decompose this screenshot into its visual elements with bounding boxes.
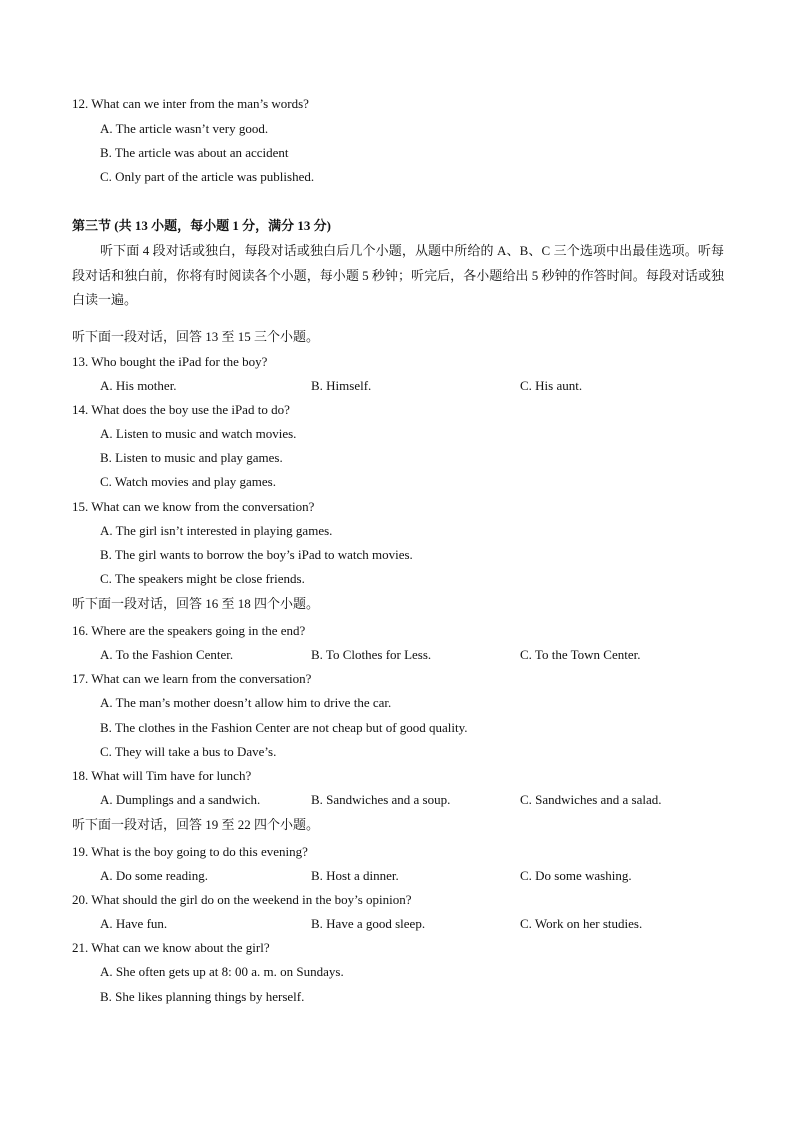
question-18-stem: 18. What will Tim have for lunch? <box>72 768 252 783</box>
question-17-stem: 17. What can we learn from the conversation? <box>72 671 312 686</box>
question-13-option-b: B. Himself. <box>311 378 372 393</box>
section-3-heading: 第三节 (共 13 小题，每小题 1 分，满分 13 分) <box>72 218 331 233</box>
question-14-option-b: B. Listen to music and play games. <box>100 450 283 465</box>
question-18-option-a: A. Dumplings and a sandwich. <box>100 792 261 807</box>
question-18-option-c: C. Sandwiches and a salad. <box>520 792 662 807</box>
question-19-option-c: C. Do some washing. <box>520 868 632 883</box>
section-3-instructions: 听下面 4 段对话或独白，每段对话或独白后几个小题，从题中所给的 A、B、C 三个选项中出最佳选项。听每段对话和独白前，你将有时阅读各个小题，每小题 5 秒钟；听完后，各小题给出 5 秒钟的作答时间。每段对话或独白读一遍。 <box>72 243 724 307</box>
question-14-stem: 14. What does the boy use the iPad to do? <box>72 402 290 417</box>
question-18-option-b: B. Sandwiches and a soup. <box>311 792 451 807</box>
question-14-option-a: A. Listen to music and watch movies. <box>100 426 297 441</box>
question-19-option-b: B. Host a dinner. <box>311 868 399 883</box>
group-3-intro: 听下面一段对话，回答 19 至 22 四个小题。 <box>72 817 320 832</box>
group-2-intro: 听下面一段对话，回答 16 至 18 四个小题。 <box>72 596 320 611</box>
question-13-option-a: A. His mother. <box>100 378 177 393</box>
question-16-option-b: B. To Clothes for Less. <box>311 647 432 662</box>
question-19-option-a: A. Do some reading. <box>100 868 208 883</box>
question-13-stem: 13. Who bought the iPad for the boy? <box>72 354 268 369</box>
question-19-stem: 19. What is the boy going to do this evening? <box>72 844 308 859</box>
question-16-option-c: C. To the Town Center. <box>520 647 641 662</box>
question-12-stem: 12. What can we inter from the man’s words? <box>72 96 309 111</box>
question-17-option-a: A. The man’s mother doesn’t allow him to drive the car. <box>100 695 392 710</box>
question-16-stem: 16. Where are the speakers going in the end? <box>72 623 306 638</box>
question-15-option-b: B. The girl wants to borrow the boy’s iPad to watch movies. <box>100 547 413 562</box>
question-21-option-a: A. She often gets up at 8: 00 a. m. on Sundays. <box>100 964 344 979</box>
question-14-option-c: C. Watch movies and play games. <box>100 474 276 489</box>
question-21-option-b: B. She likes planning things by herself. <box>100 989 305 1004</box>
question-15-stem: 15. What can we know from the conversation? <box>72 499 315 514</box>
question-20-option-a: A. Have fun. <box>100 916 168 931</box>
question-13-option-c: C. His aunt. <box>520 378 583 393</box>
question-15-option-c: C. The speakers might be close friends. <box>100 571 305 586</box>
question-16-option-a: A. To the Fashion Center. <box>100 647 234 662</box>
question-21-stem: 21. What can we know about the girl? <box>72 940 270 955</box>
question-12-option-c: C. Only part of the article was published. <box>100 169 315 184</box>
question-20-option-b: B. Have a good sleep. <box>311 916 426 931</box>
question-20-option-c: C. Work on her studies. <box>520 916 643 931</box>
question-12-option-b: B. The article was about an accident <box>100 145 289 160</box>
group-1-intro: 听下面一段对话，回答 13 至 15 三个小题。 <box>72 329 320 344</box>
question-17-option-c: C. They will take a bus to Dave’s. <box>100 744 277 759</box>
question-15-option-a: A. The girl isn’t interested in playing games. <box>100 523 333 538</box>
question-17-option-b: B. The clothes in the Fashion Center are not cheap but of good quality. <box>100 720 468 735</box>
question-20-stem: 20. What should the girl do on the weekend in the boy’s opinion? <box>72 892 412 907</box>
question-12-option-a: A. The article wasn’t very good. <box>100 121 269 136</box>
